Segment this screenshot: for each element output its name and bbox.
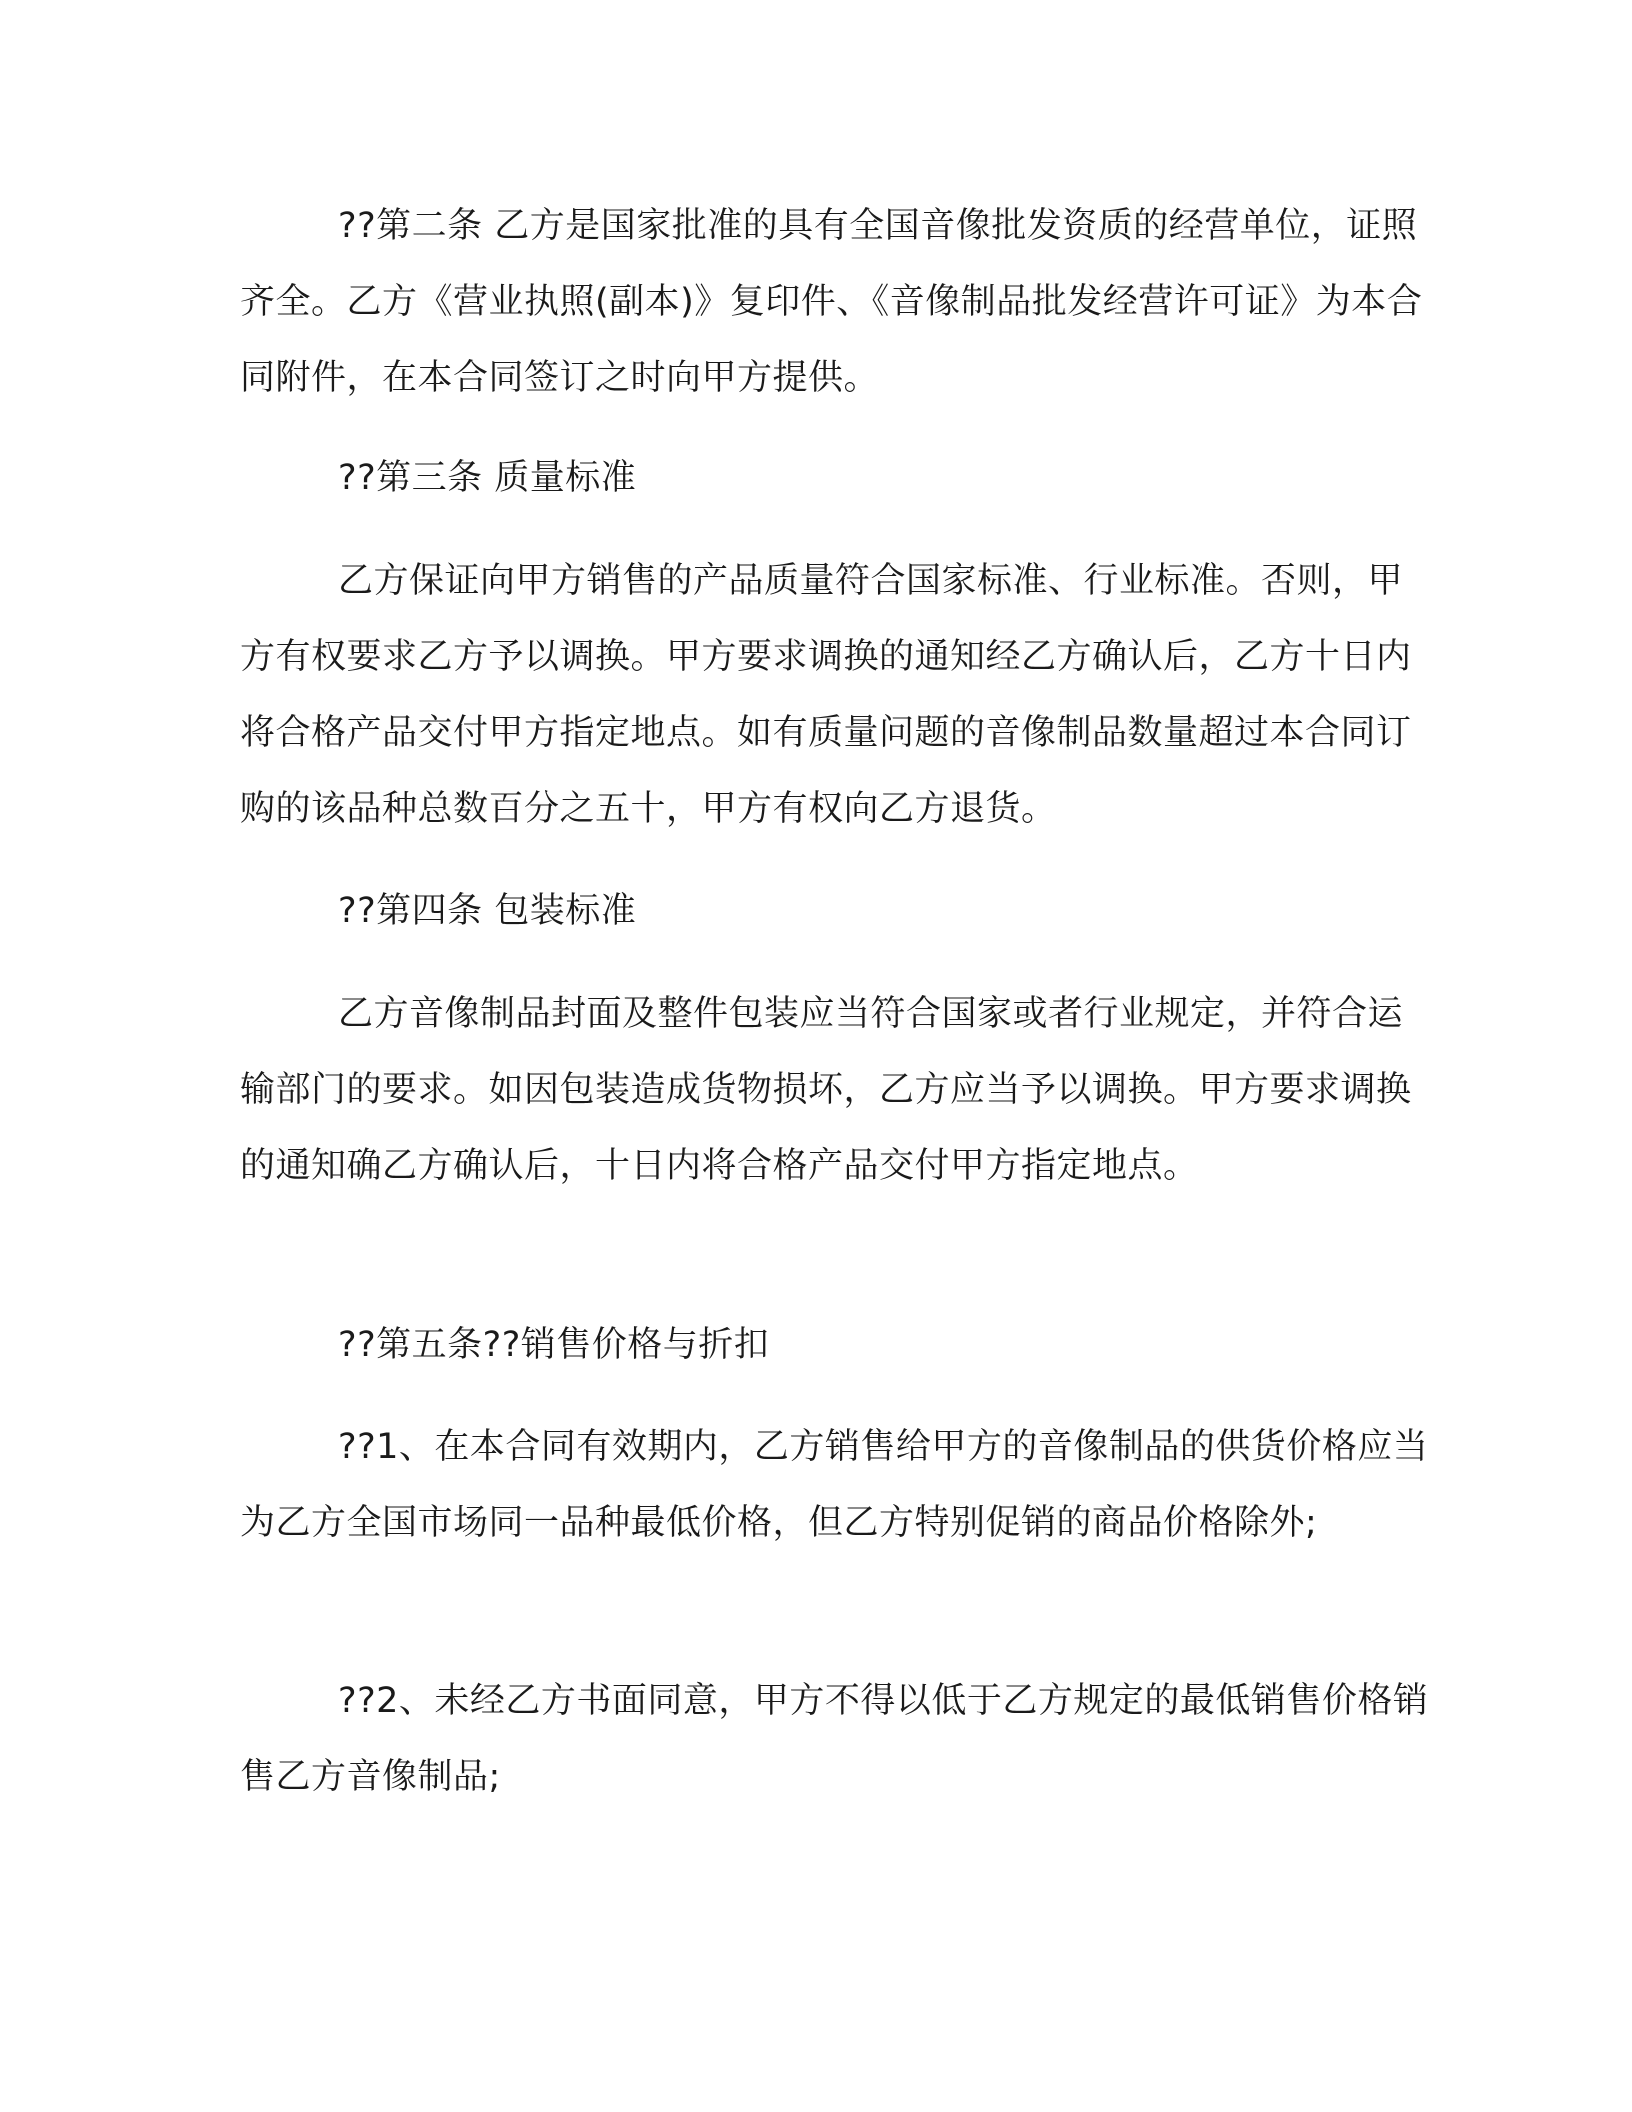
article-3-paragraph: 乙方保证向甲方销售的产品质量符合国家标准、行业标准。否则，甲方有权要求乙方予以调换。甲方要求调换的通知经乙方确认后，乙方十日内将合格产品交付甲方指定地点。如有质量问题的音像制品数量超过本合同订购的该品种总数百分之五十，甲方有权向乙方退货。 <box>240 561 1412 829</box>
article-3-heading: ??第三条 质量标准 <box>338 458 637 498</box>
article-2-paragraph: ??第二条 乙方是国家批准的具有全国音像批发资质的经营单位，证照齐全。乙方《营业执照(副本)》复印件、《音像制品批发经营许可证》为本合同附件，在本合同签订之时向甲方提供。 <box>240 206 1423 398</box>
article-4-heading: ??第四条 包装标准 <box>338 891 637 931</box>
article-4-paragraph: 乙方音像制品封面及整件包装应当符合国家或者行业规定，并符合运输部门的要求。如因包装造成货物损坏，乙方应当予以调换。甲方要求调换的通知确乙方确认后，十日内将合格产品交付甲方指定地点。 <box>240 994 1412 1186</box>
article-5-item-2: ??2、未经乙方书面同意，甲方不得以低于乙方规定的最低销售价格销售乙方音像制品; <box>240 1681 1429 1797</box>
article-5-heading: ??第五条??销售价格与折扣 <box>338 1325 770 1365</box>
article-5-item-1: ??1、在本合同有效期内，乙方销售给甲方的音像制品的供货价格应当为乙方全国市场同一品种最低价格，但乙方特别促销的商品价格除外; <box>240 1427 1429 1543</box>
